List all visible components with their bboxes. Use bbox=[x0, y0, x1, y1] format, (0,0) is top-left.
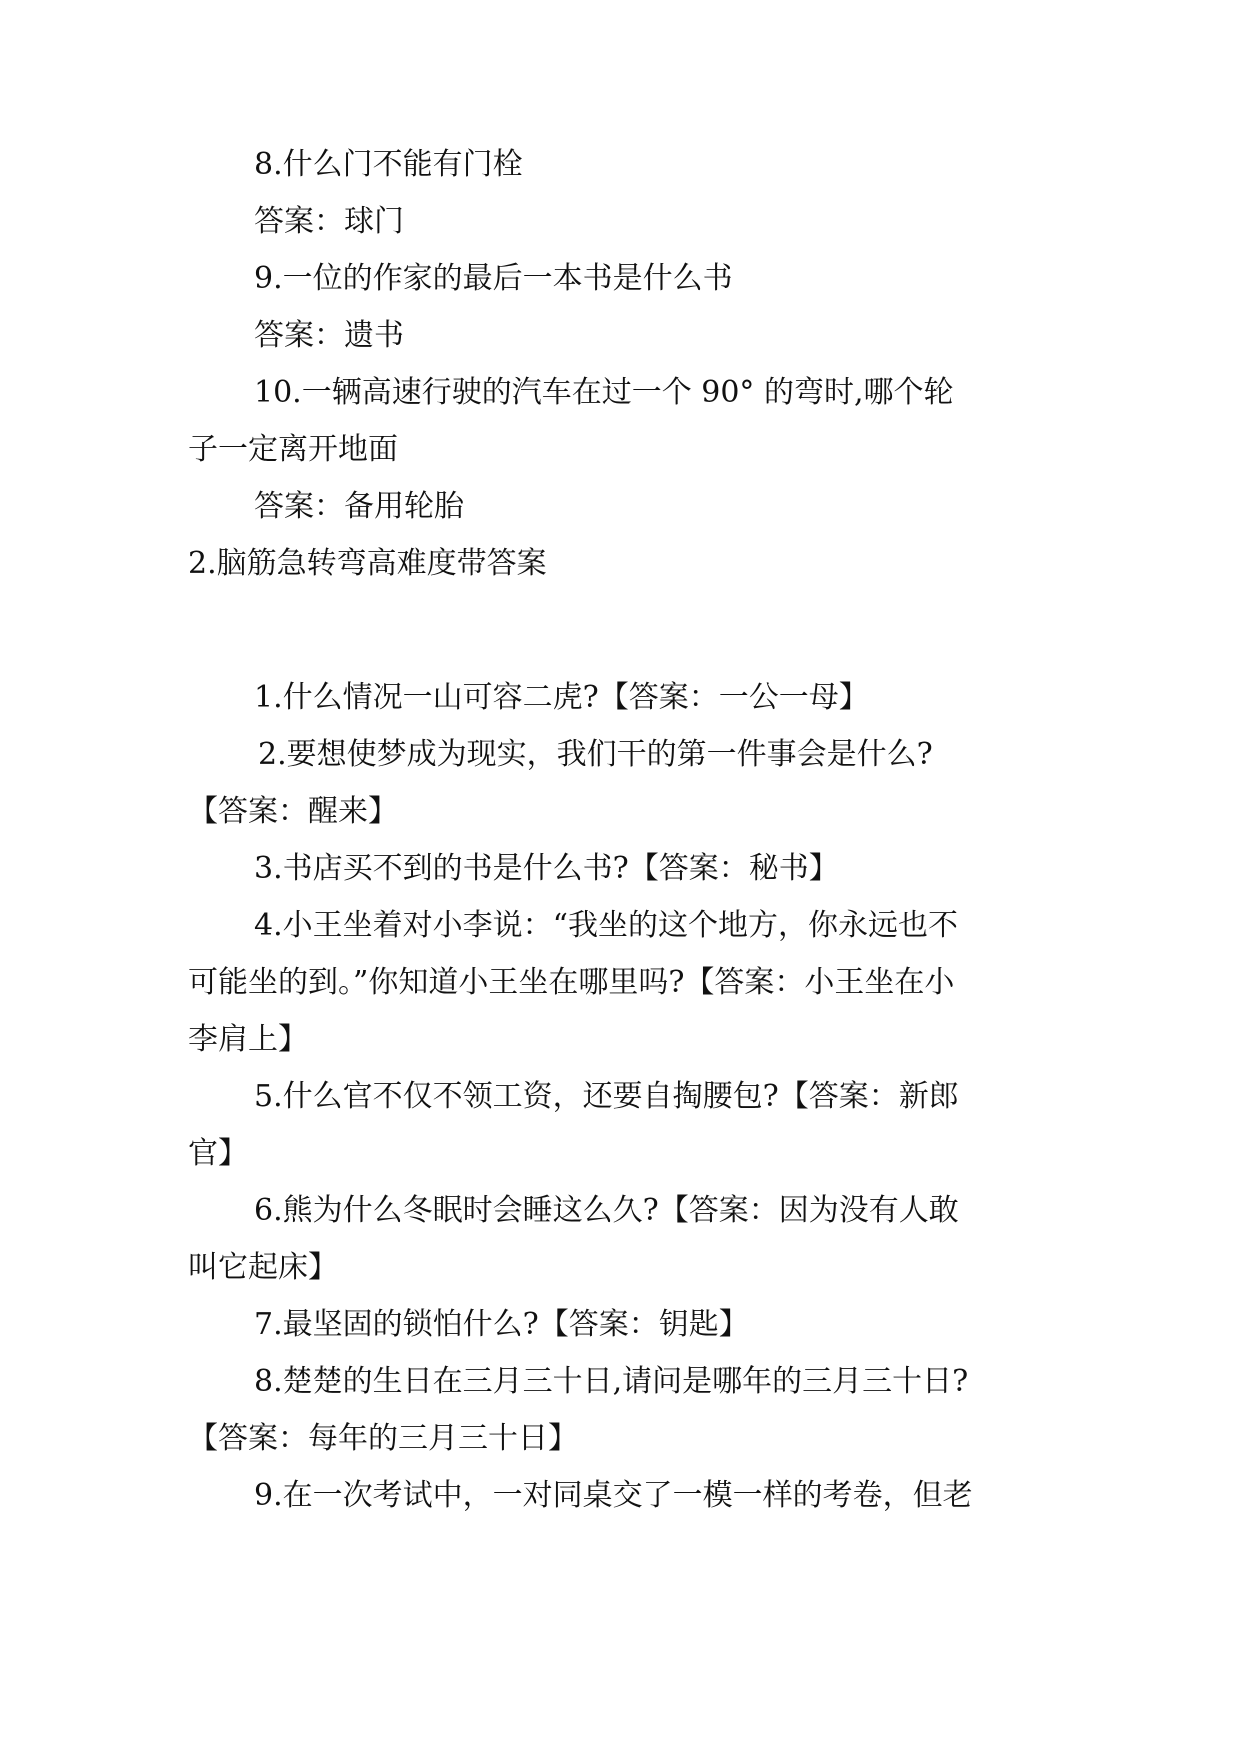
qa-line: 1.什么情况一山可容二虎?【答案：一公一母】 bbox=[254, 680, 869, 715]
qa-line: 7.最坚固的锁怕什么?【答案：钥匙】 bbox=[254, 1307, 749, 1342]
qa-line: 8.楚楚的生日在三月三十日,请问是哪年的三月三十日? bbox=[254, 1364, 969, 1399]
qa-continuation: 可能坐的到。”你知道小王坐在哪里吗?【答案：小王坐在小 bbox=[188, 965, 955, 1000]
question-line: 8.什么门不能有门栓 bbox=[254, 147, 523, 182]
qa-continuation: 【答案：每年的三月三十日】 bbox=[188, 1421, 578, 1456]
qa-continuation: 官】 bbox=[188, 1136, 248, 1171]
question-continuation: 子一定离开地面 bbox=[188, 432, 398, 467]
qa-line: 4.小王坐着对小李说：“我坐的这个地方，你永远也不 bbox=[254, 908, 958, 943]
answer-line: 答案：备用轮胎 bbox=[254, 489, 464, 524]
qa-line: 6.熊为什么冬眠时会睡这么久?【答案：因为没有人敢 bbox=[254, 1193, 959, 1228]
question-line: 10.一辆高速行驶的汽车在过一个 90° 的弯时,哪个轮 bbox=[254, 375, 954, 410]
answer-line: 答案：球门 bbox=[254, 204, 404, 239]
qa-continuation: 叫它起床】 bbox=[188, 1250, 338, 1285]
answer-line: 答案：遗书 bbox=[254, 318, 404, 353]
qa-continuation: 【答案：醒来】 bbox=[188, 794, 398, 829]
section-heading: 2.脑筋急转弯高难度带答案 bbox=[188, 546, 547, 581]
qa-line: 2.要想使梦成为现实，我们干的第一件事会是什么? bbox=[258, 737, 933, 772]
question-line: 9.一位的作家的最后一本书是什么书 bbox=[254, 261, 733, 296]
qa-line: 9.在一次考试中，一对同桌交了一模一样的考卷，但老 bbox=[254, 1478, 973, 1513]
qa-continuation: 李肩上】 bbox=[188, 1022, 308, 1057]
qa-line: 5.什么官不仅不领工资，还要自掏腰包?【答案：新郎 bbox=[254, 1079, 959, 1114]
qa-line: 3.书店买不到的书是什么书?【答案：秘书】 bbox=[254, 851, 839, 886]
